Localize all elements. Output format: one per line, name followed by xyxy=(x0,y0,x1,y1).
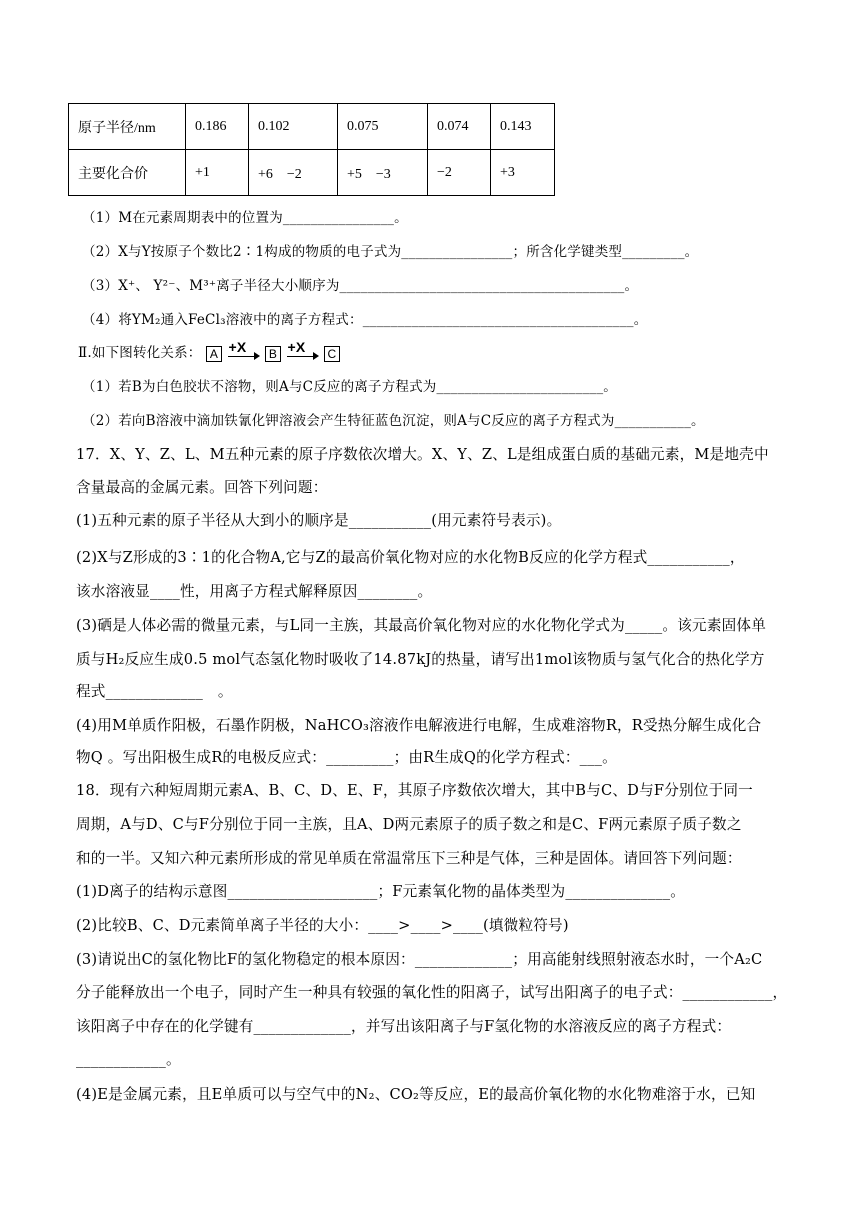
table-cell: 主要化合价 xyxy=(69,150,186,196)
element-data-table xyxy=(68,103,555,196)
question-18-line: ____________。 xyxy=(76,1051,181,1068)
question-line: （4）将YM₂通入FeCl₃溶液中的离子方程式：_______________________________________。 xyxy=(82,312,648,328)
question-17-line: 质与H₂反应生成0.5 mol气态氢化物时吸收了14.87kJ的热量，请写出1mol该物质与氢气化合的热化学方 xyxy=(76,651,765,668)
question-17-line: (2)X与Z形成的3∶1的化合物A,它与Z的最高价氧化物对应的水化物B反应的化学方程式___________， xyxy=(76,549,745,566)
question-18-line: (2)比较B、C、D元素简单离子半径的大小：____>____>____(填微粒符号) xyxy=(76,917,569,934)
table-cell: +3 xyxy=(491,150,555,196)
arrow-icon xyxy=(226,338,260,363)
question-18-line: 该阳离子中存在的化学键有_____________，并写出该阳离子与F氢化物的水溶液反应的离子方程式： xyxy=(76,1018,732,1035)
box-c: C xyxy=(324,346,340,362)
question-18-line: (3)请说出C的氢化物比F的氢化物稳定的根本原因：_____________；用高能射线照射液态水时，一个A₂C xyxy=(76,951,763,968)
question-18-line: 分子能释放出一个电子，同时产生一种具有较强的氧化性的阳离子，试写出阳离子的电子式：____________， xyxy=(76,984,788,1001)
question-17-line: 17．X、Y、Z、L、M五种元素的原子序数依次增大。X、Y、Z、L是组成蛋白质的基础元素，M是地壳中 xyxy=(76,446,769,463)
conversion-diagram-line xyxy=(78,338,340,363)
question-18-line: (4)E是金属元素，且E单质可以与空气中的N₂、CO₂等反应，E的最高价氧化物的水化物难溶于水，已知 xyxy=(76,1086,756,1103)
question-17-line: 程式_____________ 。 xyxy=(76,683,233,700)
question-line: （1）M在元素周期表中的位置为________________。 xyxy=(82,210,408,226)
question-17-line: 该水溶液显____性，用离子方程式解释原因________。 xyxy=(76,583,433,600)
section-intro: Ⅱ.如下图转化关系： xyxy=(78,345,202,361)
question-17-line: 物Q 。写出阳极生成R的电极反应式：_________；由R生成Q的化学方程式：___。 xyxy=(76,749,617,766)
question-18-line: 周期，A与D、C与F分别位于同一主族，且A、D两元素原子的质子数之和是C、F两元素原子质子数之 xyxy=(76,816,742,833)
table-cell: +1 xyxy=(186,150,249,196)
table-cell: 0.186 xyxy=(186,104,249,150)
table-cell: 原子半径/nm xyxy=(69,104,186,150)
table-cell: 0.075 xyxy=(338,104,428,150)
table-cell: 0.074 xyxy=(428,104,491,150)
question-line: （2）X与Y按原子个数比2∶1构成的物质的电子式为________________；所含化学键类型_________。 xyxy=(82,244,699,260)
table-row xyxy=(69,150,555,196)
question-18-line: (1)D离子的结构示意图____________________；F元素氧化物的晶体类型为______________。 xyxy=(76,883,686,900)
arrow-label: +X xyxy=(287,338,306,355)
table-cell: +5 −3 xyxy=(338,150,428,196)
question-18-line: 和的一半。又知六种元素所形成的常见单质在常温常压下三种是气体，三种是固体。请回答下列问题： xyxy=(76,850,742,867)
arrow-label: +X xyxy=(228,338,247,355)
table-cell: −2 xyxy=(428,150,491,196)
question-line: （3）X⁺、 Y²⁻、M³⁺离子半径大小顺序为_________________________________________。 xyxy=(82,278,639,294)
table-cell: +6 −2 xyxy=(249,150,338,196)
question-18-line: 18．现有六种短周期元素A、B、C、D、E、F，其原子序数依次增大，其中B与C、D与F分别位于同一 xyxy=(76,782,753,799)
question-17-line: (1)五种元素的原子半径从大到小的顺序是___________(用元素符号表示)。 xyxy=(76,512,562,529)
table-cell: 0.143 xyxy=(491,104,555,150)
box-b: B xyxy=(265,346,281,362)
question-17-line: 含量最高的金属元素。回答下列问题： xyxy=(76,479,328,496)
table-row xyxy=(69,104,555,150)
arrow-icon xyxy=(285,338,319,363)
question-line: （2）若向B溶液中滴加铁氰化钾溶液会产生特征蓝色沉淀，则A与C反应的离子方程式为___________。 xyxy=(82,413,705,429)
table-cell: 0.102 xyxy=(249,104,338,150)
box-a: A xyxy=(206,346,222,362)
question-17-line: (3)硒是人体必需的微量元素，与L同一主族，其最高价氧化物对应的水化物化学式为_____。该元素固体单 xyxy=(76,617,766,634)
question-line: （1）若B为白色胶状不溶物，则A与C反应的离子方程式为________________________。 xyxy=(82,379,617,395)
question-17-line: (4)用M单质作阳极，石墨作阴极，NaHCO₃溶液作电解液进行电解，生成难溶物R，R受热分解生成化合 xyxy=(76,717,762,734)
